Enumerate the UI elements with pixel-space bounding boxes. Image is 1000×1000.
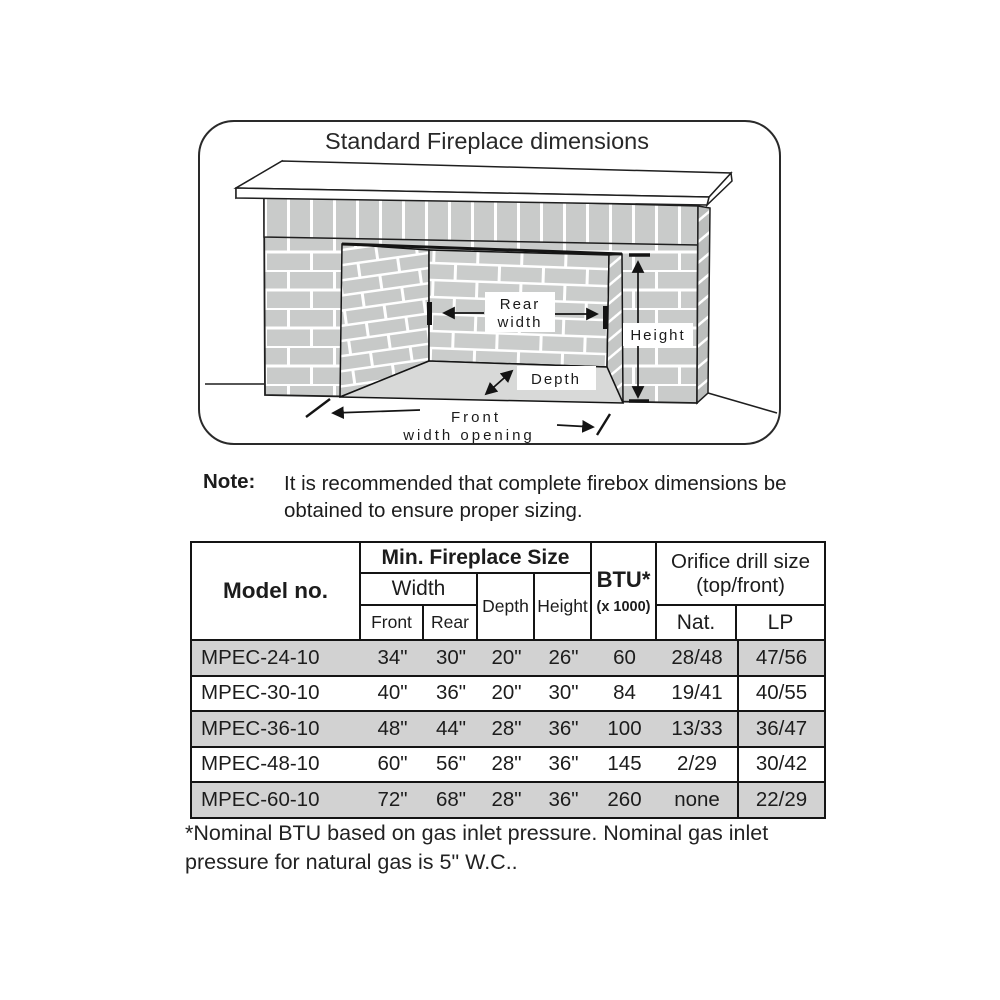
front-width-opening-dimension	[306, 399, 610, 444]
cell-btu: 60	[613, 645, 636, 669]
rear-width-label-line1: Rear	[499, 296, 541, 313]
header-orifice-line1: Orifice drill size	[671, 549, 810, 573]
rear-width-right-marker	[603, 306, 608, 329]
footnote: *Nominal BTU based on gas inlet pressure. Nominal gas inlet pressure for natural gas is 5" W.C..	[185, 821, 769, 874]
spec-table	[190, 541, 826, 819]
height-label: Height	[630, 327, 686, 344]
cell-lp: 22/29	[737, 783, 824, 817]
cell-height: 36"	[548, 752, 579, 776]
cell-height: 36"	[548, 787, 579, 811]
cell-front: 40"	[377, 681, 408, 705]
diagram-title: Standard Fireplace dimensions	[325, 128, 649, 154]
cell-model: MPEC-30-10	[201, 681, 320, 705]
cell-depth: 20"	[491, 681, 522, 705]
fireplace-diagram-box	[198, 120, 781, 445]
cell-rear: 30"	[435, 645, 467, 669]
header-width: Width	[361, 574, 478, 606]
cell-model: MPEC-48-10	[201, 752, 320, 776]
cell-height: 36"	[548, 716, 579, 740]
cell-depth: 28"	[491, 716, 522, 740]
header-model-no: Model no.	[192, 543, 361, 639]
note-label: Note:	[203, 470, 256, 493]
table-row	[192, 746, 824, 782]
header-rear: Rear	[424, 606, 478, 639]
cell-rear: 44"	[435, 716, 467, 740]
table-row	[192, 675, 824, 711]
brick-side-face	[697, 206, 710, 403]
depth-label: Depth	[530, 371, 582, 388]
cell-nat: 19/41	[671, 681, 723, 705]
cell-front: 60"	[377, 752, 408, 776]
cell-front: 34"	[377, 645, 408, 669]
header-btu	[592, 543, 657, 639]
table-header	[192, 543, 824, 639]
cell-front: 72"	[377, 787, 408, 811]
note-text: It is recommended that complete firebox dimensions be obtained to ensure proper sizing.	[284, 472, 787, 522]
cell-lp: 40/55	[737, 677, 824, 711]
cell-rear: 36"	[435, 681, 467, 705]
cell-nat: 13/33	[671, 716, 723, 740]
front-opening-left-arrow	[333, 410, 420, 413]
header-orifice-line2: (top/front)	[696, 573, 785, 597]
cell-front: 48"	[377, 716, 408, 740]
header-orifice	[657, 543, 824, 606]
cell-depth: 28"	[491, 787, 522, 811]
front-opening-left-tick	[306, 399, 330, 417]
table-row	[192, 639, 824, 675]
mantel-shelf	[236, 161, 732, 205]
cell-rear: 68"	[435, 787, 467, 811]
cell-nat: 2/29	[677, 752, 717, 776]
cell-model: MPEC-24-10	[201, 645, 320, 669]
cell-btu: 260	[607, 787, 642, 811]
front-opening-right-arrow	[557, 425, 593, 427]
cell-btu: 100	[607, 716, 642, 740]
front-opening-label-line2: width opening	[403, 427, 535, 444]
cell-lp: 47/56	[737, 641, 824, 675]
cell-depth: 28"	[491, 752, 522, 776]
cell-lp: 36/47	[737, 712, 824, 746]
header-height: Height	[535, 574, 592, 639]
cell-model: MPEC-36-10	[201, 716, 320, 740]
cell-btu: 145	[607, 752, 642, 776]
cell-nat: none	[674, 787, 720, 811]
cell-depth: 20"	[491, 645, 522, 669]
header-nat: Nat.	[657, 606, 737, 639]
cell-model: MPEC-60-10	[201, 787, 320, 811]
header-lp: LP	[767, 610, 794, 634]
cell-height: 30"	[548, 681, 579, 705]
table-row	[192, 710, 824, 746]
rear-width-label-line2: width	[497, 314, 543, 331]
table-row	[192, 781, 824, 817]
front-opening-right-tick	[597, 414, 610, 435]
header-btu-main: BTU*	[596, 567, 651, 592]
cell-lp: 30/42	[737, 748, 824, 782]
header-front: Front	[361, 606, 424, 639]
cell-btu: 84	[613, 681, 636, 705]
header-depth: Depth	[478, 574, 535, 639]
fireplace-diagram	[198, 120, 781, 445]
cell-nat: 28/48	[671, 645, 723, 669]
front-opening-label-line1: Front	[450, 409, 502, 426]
cell-height: 26"	[548, 645, 579, 669]
cell-rear: 56"	[435, 752, 467, 776]
header-btu-sub: (x 1000)	[596, 599, 651, 615]
header-min-fireplace: Min. Fireplace Size	[361, 543, 592, 574]
rear-width-left-marker	[427, 302, 432, 325]
